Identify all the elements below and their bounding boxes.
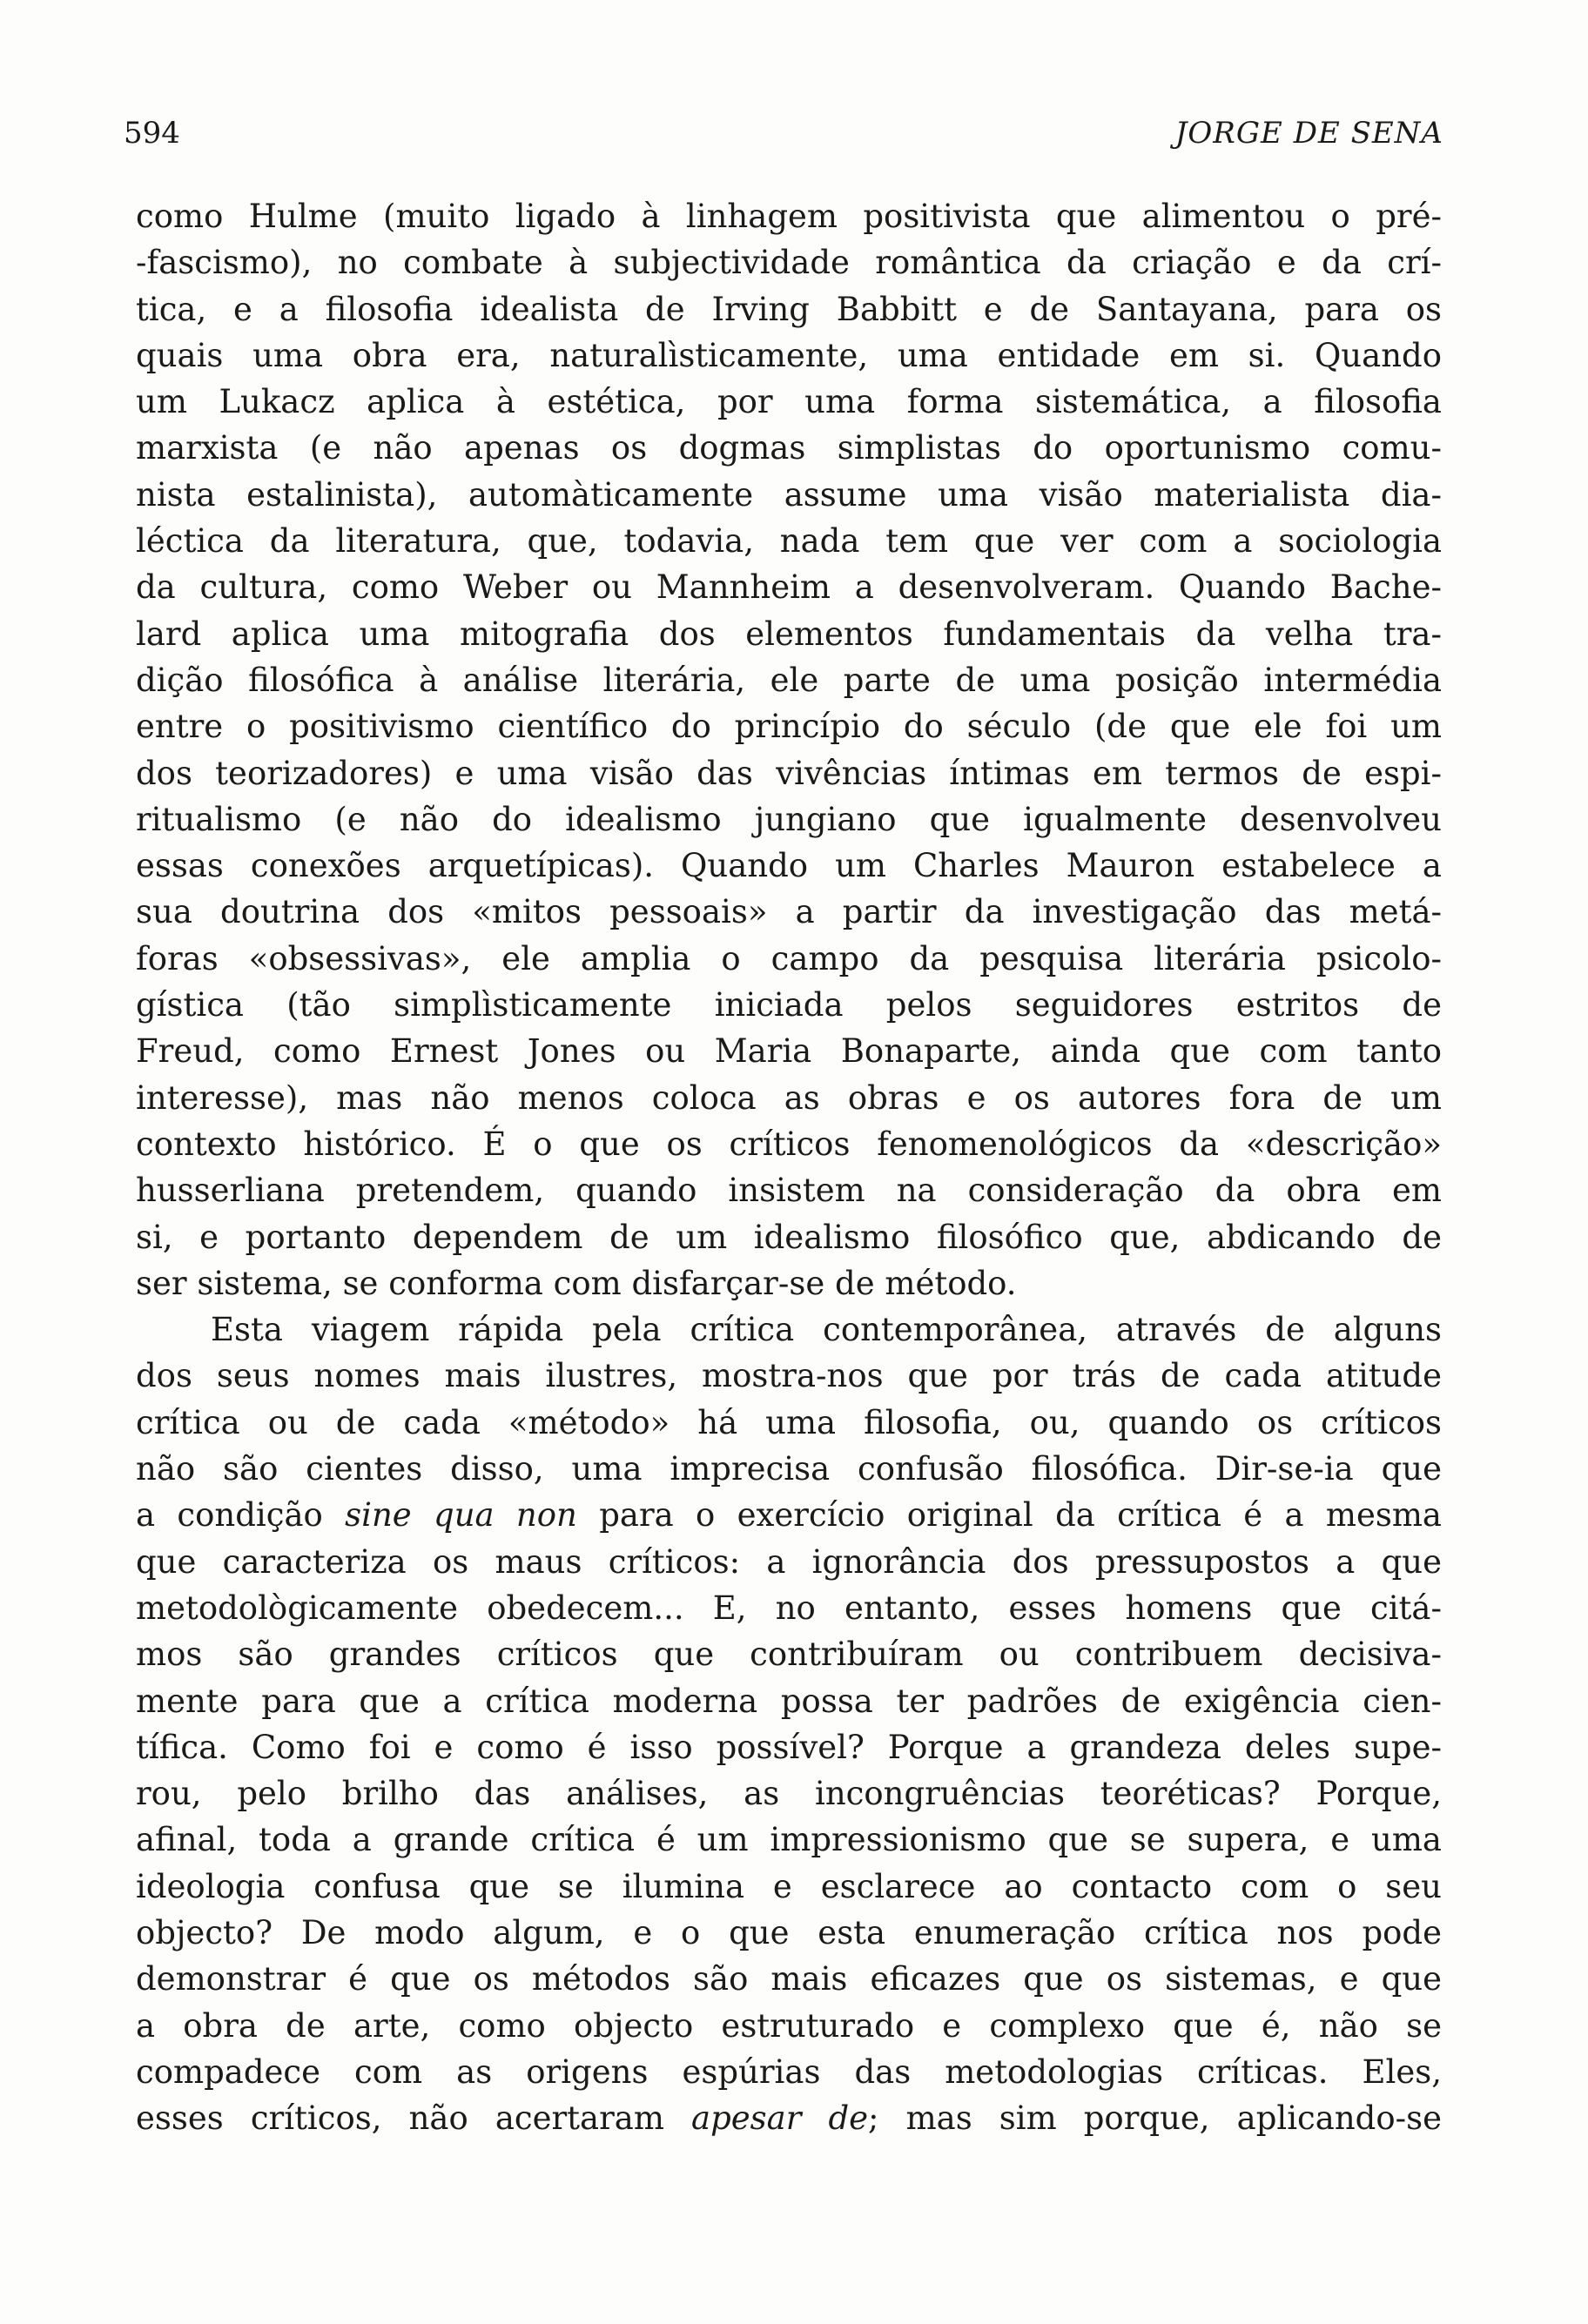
text-run: sua doutrina dos «mitos pessoais» a partir da investigação das metá- bbox=[136, 893, 1442, 931]
text-line bbox=[136, 193, 1442, 239]
text-run: demonstrar é que os métodos são mais eficazes que os sistemas, e que bbox=[136, 1960, 1442, 1998]
text-run: da cultura, como Weber ou Mannheim a desenvolveram. Quando Bache- bbox=[136, 568, 1442, 607]
text-line bbox=[136, 1678, 1442, 1724]
text-line bbox=[136, 1956, 1442, 2002]
text-run: um Lukacz aplica à estética, por uma forma sistemática, a filosofia bbox=[136, 383, 1442, 421]
text-run: compadece com as origens espúrias das metodologias críticas. Eles, bbox=[136, 2052, 1442, 2091]
page-number: 594 bbox=[124, 116, 180, 151]
text-line bbox=[136, 239, 1442, 285]
text-run: husserliana pretendem, quando insistem na consideração da obra em bbox=[136, 1172, 1442, 1210]
text-run: dos seus nomes mais ilustres, mostra-nos que por trás de cada atitude bbox=[136, 1357, 1442, 1395]
text-run: -fascismo), no combate à subjectividade romântica da criação e da crí- bbox=[136, 244, 1442, 282]
italic-phrase: apesar de bbox=[691, 2099, 869, 2138]
text-run: dos teorizadores) e uma visão das vivências íntimas em termos de espi- bbox=[136, 754, 1442, 792]
text-line bbox=[136, 1585, 1442, 1631]
paragraph bbox=[136, 193, 1442, 1306]
text-line bbox=[136, 1446, 1442, 1492]
text-line bbox=[136, 379, 1442, 425]
text-line bbox=[136, 1306, 1442, 1353]
text-line bbox=[136, 611, 1442, 657]
text-line bbox=[136, 1539, 1442, 1585]
text-run: foras «obsessivas», ele amplia o campo da pesquisa literária psicolo- bbox=[136, 939, 1442, 977]
text-run: tífica. Como foi e como é isso possível? Porque a grandeza deles supe- bbox=[136, 1728, 1442, 1766]
text-line bbox=[136, 2049, 1442, 2095]
text-line bbox=[136, 1075, 1442, 1121]
text-run: marxista (e não apenas os dogmas simplistas do oportunismo comu- bbox=[136, 429, 1442, 467]
text-line bbox=[136, 1910, 1442, 1956]
paragraph bbox=[136, 1306, 1442, 2141]
text-run: quais uma obra era, naturalìsticamente, uma entidade em si. Quando bbox=[136, 336, 1442, 374]
text-line bbox=[136, 1817, 1442, 1863]
text-line bbox=[136, 982, 1442, 1028]
text-run: entre o positivismo científico do princípio do século (de que ele foi um bbox=[136, 708, 1442, 746]
text-run: nista estalinista), automàticamente assume uma visão materialista dia- bbox=[136, 475, 1442, 514]
text-run: a condição bbox=[136, 1496, 346, 1535]
text-line bbox=[136, 1121, 1442, 1167]
text-run: esses críticos, não acertaram bbox=[136, 2099, 692, 2138]
text-run: crítica ou de cada «método» há uma filosofia, ou, quando os críticos bbox=[136, 1403, 1442, 1441]
text-line bbox=[136, 889, 1442, 935]
text-line bbox=[136, 425, 1442, 471]
text-run: para o exercício original da crítica é a mesma bbox=[576, 1496, 1442, 1535]
text-line bbox=[136, 657, 1442, 703]
text-line bbox=[136, 1353, 1442, 1399]
text-line bbox=[136, 1770, 1442, 1817]
text-line bbox=[136, 703, 1442, 749]
text-line bbox=[136, 1724, 1442, 1770]
text-line bbox=[136, 1492, 1442, 1538]
text-run: ideologia confusa que se ilumina e esclarece ao contacto com o seu bbox=[136, 1867, 1442, 1905]
text-run: que caracteriza os maus críticos: a ignorância dos pressupostos a que bbox=[136, 1542, 1442, 1581]
text-line bbox=[136, 2003, 1442, 2049]
text-run: Freud, como Ernest Jones ou Maria Bonaparte, ainda que com tanto bbox=[136, 1032, 1442, 1071]
text-line bbox=[136, 750, 1442, 796]
text-line bbox=[136, 796, 1442, 843]
text-line bbox=[136, 472, 1442, 518]
text-run: léctica da literatura, que, todavia, nada tem que ver com a sociologia bbox=[136, 522, 1442, 561]
text-run: não são cientes disso, uma imprecisa confusão filosófica. Dir-se-ia que bbox=[136, 1450, 1442, 1488]
text-run: dição filosófica à análise literária, ele parte de uma posição intermédia bbox=[136, 661, 1442, 699]
text-run: si, e portanto dependem de um idealismo filosófico que, abdicando de bbox=[136, 1218, 1442, 1256]
text-run: a obra de arte, como objecto estruturado e complexo que é, não se bbox=[136, 2006, 1442, 2045]
text-line bbox=[136, 1260, 1442, 1306]
text-run: Esta viagem rápida pela crítica contemporânea, através de alguns bbox=[211, 1311, 1442, 1349]
text-run: ser sistema, se conforma com disfarçar-se de método. bbox=[136, 1264, 1017, 1302]
text-run: contexto histórico. É o que os críticos fenomenológicos da «descrição» bbox=[136, 1125, 1442, 1163]
text-run: mente para que a crítica moderna possa ter padrões de exigência cien- bbox=[136, 1682, 1442, 1720]
text-line bbox=[136, 2095, 1442, 2141]
text-line bbox=[136, 1028, 1442, 1074]
text-line bbox=[136, 518, 1442, 564]
text-run: objecto? De modo algum, e o que esta enumeração crítica nos pode bbox=[136, 1913, 1442, 1951]
text-run: ritualismo (e não do idealismo jungiano que igualmente desenvolveu bbox=[136, 800, 1442, 838]
text-line bbox=[136, 936, 1442, 982]
body-text bbox=[136, 193, 1442, 2141]
text-line bbox=[136, 286, 1442, 332]
text-run: como Hulme (muito ligado à linhagem positivista que alimentou o pré- bbox=[136, 198, 1442, 235]
text-run: metodològicamente obedecem... E, no entanto, esses homens que citá- bbox=[136, 1589, 1442, 1627]
text-run: mos são grandes críticos que contribuíram ou contribuem decisiva- bbox=[136, 1636, 1442, 1674]
text-line bbox=[136, 1631, 1442, 1677]
text-line bbox=[136, 1864, 1442, 1910]
text-line bbox=[136, 1214, 1442, 1260]
text-line bbox=[136, 1400, 1442, 1446]
text-run: rou, pelo brilho das análises, as incongruências teoréticas? Porque, bbox=[136, 1775, 1442, 1813]
text-line bbox=[136, 564, 1442, 610]
text-run: interesse), mas não menos coloca as obras e os autores fora de um bbox=[136, 1078, 1442, 1117]
text-run: afinal, toda a grande crítica é um impressionismo que se supera, e uma bbox=[136, 1821, 1442, 1859]
text-line bbox=[136, 332, 1442, 379]
text-run: ; mas sim porque, aplicando-se bbox=[868, 2099, 1442, 2138]
italic-phrase: sine qua non bbox=[345, 1496, 577, 1535]
text-run: gística (tão simplìsticamente iniciada pelos seguidores estritos de bbox=[136, 986, 1442, 1024]
text-line bbox=[136, 1167, 1442, 1213]
text-run: lard aplica uma mitografia dos elementos fundamentais da velha tra- bbox=[136, 615, 1442, 653]
running-head bbox=[124, 111, 1443, 155]
text-run: essas conexões arquetípicas). Quando um Charles Mauron estabelece a bbox=[136, 847, 1442, 885]
running-title: JORGE DE SENA bbox=[1174, 116, 1443, 151]
text-run: tica, e a filosofia idealista de Irving Babbitt e de Santayana, para os bbox=[136, 290, 1442, 328]
text-line bbox=[136, 843, 1442, 889]
